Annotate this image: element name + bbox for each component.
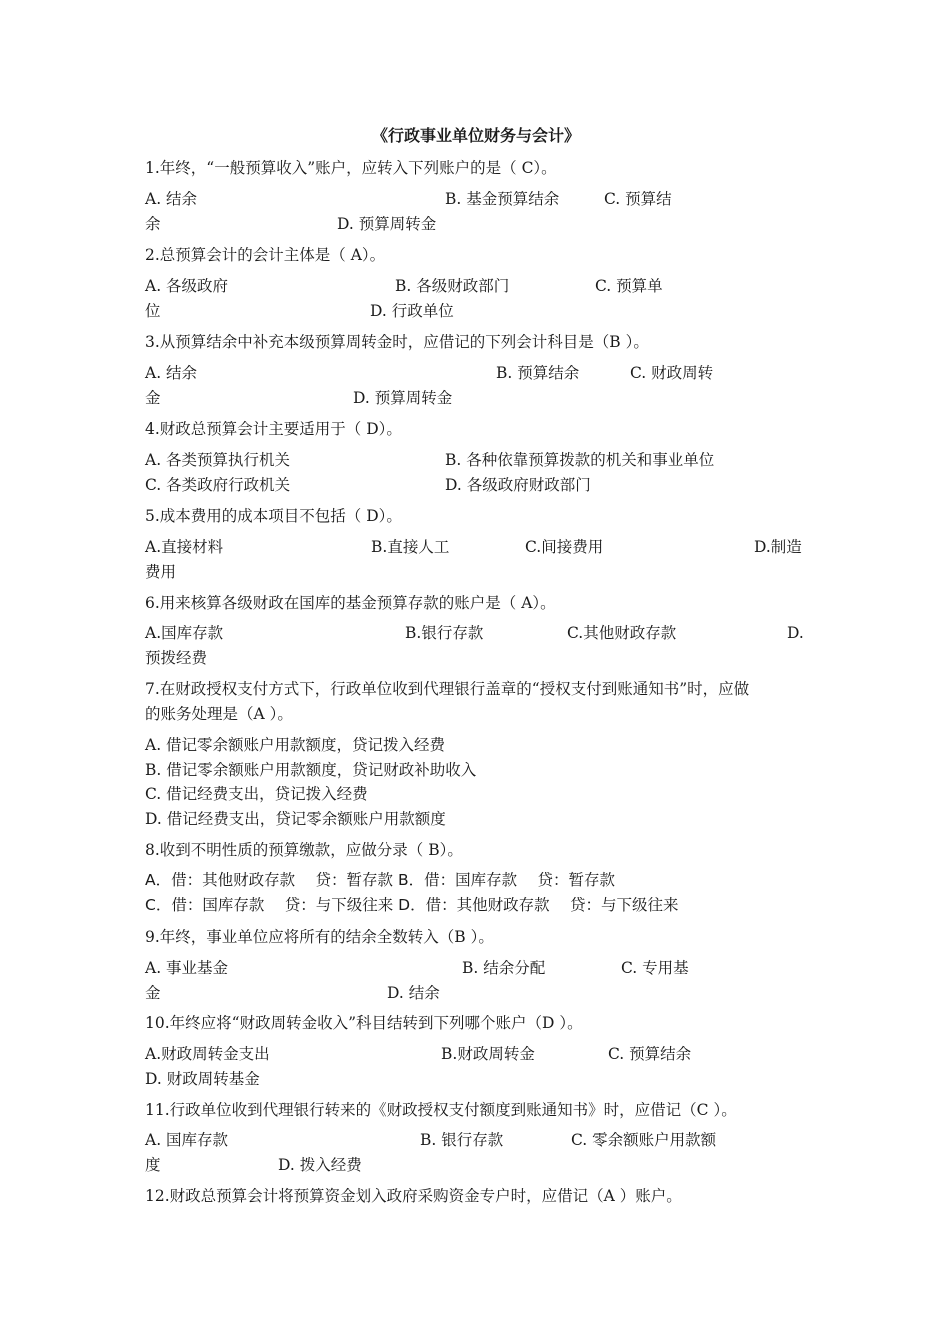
question-4-option-c: C. 各类政府行政机关 — [145, 476, 291, 494]
question-6-option-c: C.其他财政存款 — [567, 624, 677, 642]
question-2-option-d: D. 行政单位 — [370, 302, 454, 320]
question-4-option-d: D. 各级政府财政部门 — [445, 476, 591, 494]
question-3-option-c-cont: 金 — [145, 389, 161, 407]
question-11-option-c-cont: 度 — [145, 1156, 161, 1174]
question-8-options-cd: C．借：国库存款 贷：与下级往来 D．借：其他财政存款 贷：与下级往来 — [145, 896, 679, 914]
question-10-option-c: C. 预算结余 — [608, 1045, 692, 1063]
question-9-option-b: B. 结余分配 — [462, 959, 546, 977]
question-9-option-c-cont: 金 — [145, 984, 161, 1002]
question-4-option-b: B. 各种依靠预算拨款的机关和事业单位 — [445, 451, 715, 469]
question-11-option-a: A. 国库存款 — [145, 1131, 229, 1149]
question-10-stem: 10.年终应将“财政周转金收入”科目结转到下列哪个账户（D ）。 — [145, 1014, 583, 1032]
question-7-stem-cont: 的账务处理是（A ）。 — [145, 705, 293, 723]
question-2-option-c: C. 预算单 — [595, 277, 663, 295]
question-6-option-a: A.国库存款 — [145, 624, 224, 642]
question-9-option-a: A. 事业基金 — [145, 959, 229, 977]
question-3-option-d: D. 预算周转金 — [353, 389, 453, 407]
question-1-option-d: D. 预算周转金 — [337, 215, 437, 233]
question-11-option-b: B. 银行存款 — [420, 1131, 504, 1149]
question-9-option-c: C. 专用基 — [621, 959, 689, 977]
question-2-option-a: A. 各级政府 — [145, 277, 229, 295]
question-3-option-b: B. 预算结余 — [496, 364, 580, 382]
question-7-option-d: D. 借记经费支出，贷记零余额账户用款额度 — [145, 810, 446, 828]
question-7-option-b: B. 借记零余额账户用款额度，贷记财政补助收入 — [145, 761, 477, 779]
question-7-option-a: A. 借记零余额账户用款额度，贷记拨入经费 — [145, 736, 446, 754]
question-5-option-d: D.制造 — [754, 538, 802, 556]
question-1-option-a: A. 结余 — [145, 190, 198, 208]
question-1-option-c: C. 预算结 — [604, 190, 672, 208]
question-7-option-c: C. 借记经费支出，贷记拨入经费 — [145, 785, 368, 803]
question-2-stem: 2.总预算会计的会计主体是（ A）。 — [145, 246, 386, 264]
question-2-option-c-cont: 位 — [145, 302, 161, 320]
question-6-stem: 6.用来核算各级财政在国库的基金预算存款的账户是（ A）。 — [145, 594, 556, 612]
question-6-option-d: D. — [787, 624, 804, 642]
question-8-options-ab: A．借：其他财政存款 贷：暂存款 B．借：国库存款 贷：暂存款 — [145, 871, 616, 889]
question-8-stem: 8.收到不明性质的预算缴款，应做分录（ B）。 — [145, 841, 463, 859]
question-2-option-b: B. 各级财政部门 — [395, 277, 510, 295]
question-1-option-c-cont: 余 — [145, 215, 161, 233]
question-11-stem: 11.行政单位收到代理银行转来的《财政授权支付额度到账通知书》时，应借记（C ）。 — [145, 1101, 737, 1119]
question-4-stem: 4.财政总预算会计主要适用于（ D）。 — [145, 420, 402, 438]
question-5-option-d-cont: 费用 — [145, 563, 177, 581]
document-title: 《行政事业单位财务与会计》 — [372, 126, 581, 145]
question-9-stem: 9.年终，事业单位应将所有的结余全数转入（B ）。 — [145, 928, 494, 946]
question-1-option-b: B. 基金预算结余 — [445, 190, 560, 208]
question-1-stem: 1.年终，“一般预算收入”账户，应转入下列账户的是（ C）。 — [145, 159, 557, 177]
question-3-option-a: A. 结余 — [145, 364, 198, 382]
question-7-stem: 7.在财政授权支付方式下，行政单位收到代理银行盖章的“授权支付到账通知书”时，应做 — [145, 680, 750, 698]
question-10-option-b: B.财政周转金 — [441, 1045, 535, 1063]
question-5-option-a: A.直接材料 — [145, 538, 224, 556]
question-6-option-d-cont: 预拨经费 — [145, 649, 208, 667]
question-5-option-c: C.间接费用 — [525, 538, 604, 556]
question-5-option-b: B.直接人工 — [371, 538, 450, 556]
question-9-option-d: D. 结余 — [387, 984, 440, 1002]
question-11-option-d: D. 拨入经费 — [278, 1156, 362, 1174]
question-3-stem: 3.从预算结余中补充本级预算周转金时，应借记的下列会计科目是（B ）。 — [145, 333, 649, 351]
question-11-option-c: C. 零余额账户用款额 — [571, 1131, 717, 1149]
question-12-stem: 12.财政总预算会计将预算资金划入政府采购资金专户时，应借记（A ）账户。 — [145, 1187, 682, 1205]
question-10-option-a: A.财政周转金支出 — [145, 1045, 270, 1063]
question-4-option-a: A. 各类预算执行机关 — [145, 451, 291, 469]
question-5-stem: 5.成本费用的成本项目不包括（ D）。 — [145, 507, 402, 525]
question-6-option-b: B.银行存款 — [405, 624, 484, 642]
question-3-option-c: C. 财政周转 — [630, 364, 714, 382]
question-10-option-d: D. 财政周转基金 — [145, 1070, 260, 1088]
